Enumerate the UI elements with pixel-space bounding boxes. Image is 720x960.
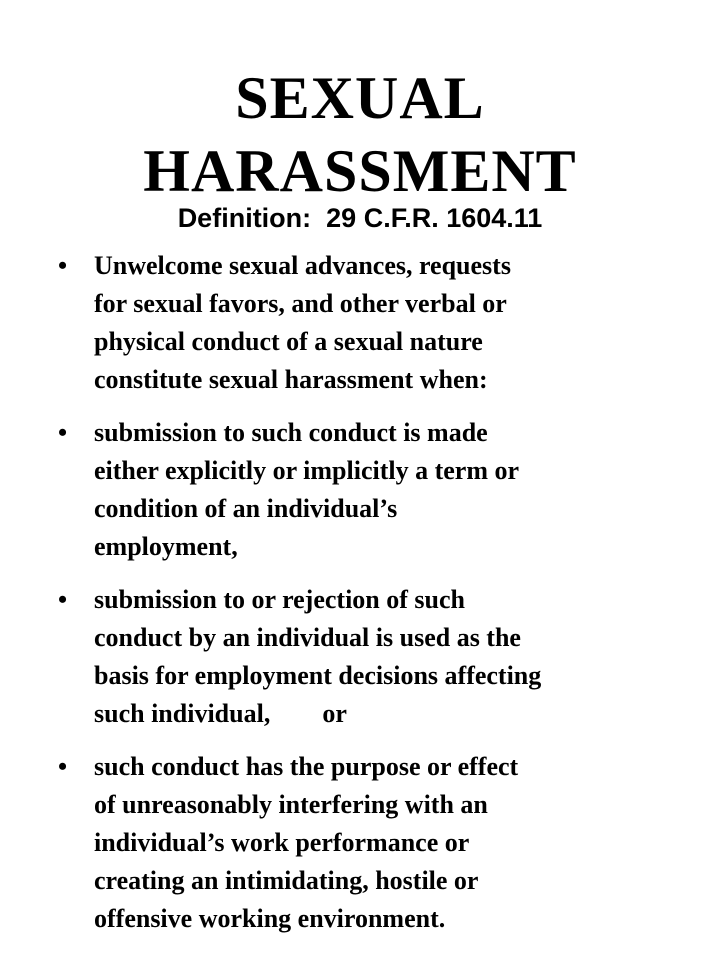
bullet-2-line-2: either explicitly or implicitly a term or	[94, 456, 520, 485]
bullet-list	[56, 247, 666, 938]
bullet-item-4	[56, 748, 666, 938]
bullet-1-line-3: physical conduct of a sexual nature	[94, 327, 483, 356]
bullet-2-line-4: employment,	[94, 532, 238, 561]
bullet-2-line-3: condition of an individual’s	[94, 494, 398, 523]
bullet-4-line-4: creating an intimidating, hostile or	[94, 866, 479, 895]
bullet-icon: •	[58, 752, 68, 781]
bullet-4-line-3: individual’s work performance or	[94, 828, 470, 857]
bullet-4-line-1: such conduct has the purpose or effect	[94, 752, 519, 781]
bullet-icon: •	[58, 251, 68, 280]
subtitle-definition: Definition: 29 C.F.R. 1604.11	[177, 203, 543, 233]
bullet-2-line-1: submission to such conduct is made	[94, 418, 488, 447]
bullet-3-line-4: such individual, or	[94, 699, 347, 728]
title-line-2: HARASSMENT	[143, 138, 577, 204]
bullet-item-1	[56, 247, 666, 399]
title-line-1: SEXUAL	[235, 65, 485, 131]
bullet-icon: •	[58, 585, 68, 614]
bullet-item-3	[56, 581, 666, 733]
bullet-1-line-4: constitute sexual harassment when:	[94, 365, 488, 394]
bullet-3-line-3: basis for employment decisions affecting	[94, 661, 542, 690]
bullet-icon: •	[58, 418, 68, 447]
bullet-3-line-2: conduct by an individual is used as the	[94, 623, 521, 652]
bullet-1-line-2: for sexual favors, and other verbal or	[94, 289, 507, 318]
bullet-item-2	[56, 414, 666, 566]
bullet-4-line-2: of unreasonably interfering with an	[94, 790, 488, 819]
bullet-4-line-5: offensive working environment.	[94, 904, 446, 933]
bullet-3-line-1: submission to or rejection of such	[94, 585, 465, 614]
bullet-1-line-1: Unwelcome sexual advances, requests	[94, 251, 511, 280]
